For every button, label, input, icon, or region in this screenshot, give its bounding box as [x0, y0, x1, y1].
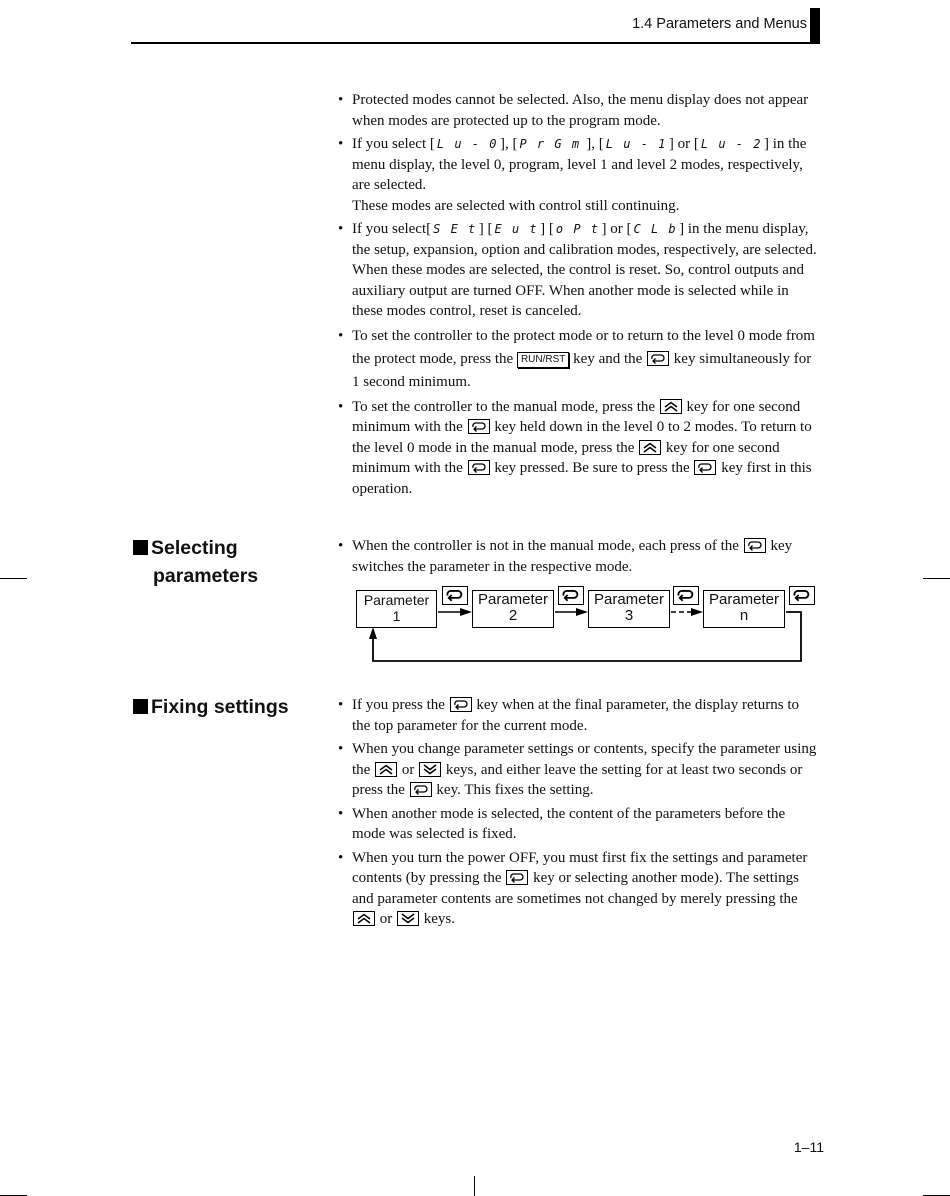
- bullet-text: key for one second minimum with the: [352, 398, 801, 435]
- bullet-text: ], [: [582, 136, 604, 152]
- list-item: [338, 134, 818, 216]
- list-item: [338, 325, 818, 394]
- list-item: [338, 397, 818, 500]
- segment-code: P r G m: [519, 137, 581, 151]
- section-title-line2: parameters: [153, 565, 259, 587]
- bullet-text: key pressed. Be sure to press the: [494, 460, 690, 476]
- bullet-text: key switches the parameter in the respective mode.: [352, 538, 793, 575]
- section-title-line1: Selecting: [151, 537, 238, 559]
- list-item: [338, 848, 818, 930]
- bullet-text: ] [: [540, 221, 554, 237]
- bullet-text: To set the controller to the manual mode, press the: [352, 398, 656, 415]
- bullet-text: keys.: [423, 911, 455, 927]
- parameter-label: Parameter: [477, 591, 549, 608]
- bullet-text: These modes are selected with control still continuing.: [352, 197, 680, 214]
- bullet-text: If you press the: [352, 697, 445, 713]
- mode-key-icon: [647, 351, 669, 366]
- bullet-text: To set the controller to the protect mode or to return to the level 0 mode from the protect mode, press the: [352, 327, 815, 367]
- bullet-text: ] [: [478, 221, 493, 237]
- mode-key-icon: [410, 782, 432, 797]
- bullet-text: key held down in the level 0 to 2 modes. To return to the level 0 mode in the manual mode, press the: [352, 419, 812, 456]
- square-bullet-icon: [133, 699, 148, 714]
- mode-key-icon: [558, 586, 584, 605]
- mode-key-icon: [468, 460, 490, 475]
- segment-code: o P t: [555, 222, 600, 236]
- header-section-title: 1.4 Parameters and Menus: [632, 16, 807, 32]
- bullet-text: ] in the menu display, the level 0, program, level 1 and level 2 modes, respectively, are selected.: [352, 136, 807, 193]
- list-item: [338, 536, 818, 577]
- intro-bullets: [338, 90, 818, 502]
- down-key-icon: [419, 762, 441, 777]
- bullet-text: key or selecting another mode). The settings and parameter contents are sometimes not changed by merely pressing the: [352, 870, 799, 907]
- segment-code: L u - 1: [605, 137, 667, 151]
- bullet-text: When you change parameter settings or contents, specify the parameter using the: [352, 741, 817, 778]
- section-title-text: Fixing settings: [151, 696, 289, 718]
- crop-mark-left: [0, 578, 27, 579]
- mode-key-icon: [442, 586, 468, 605]
- list-item: [338, 90, 818, 131]
- mode-key-icon: [468, 419, 490, 434]
- parameter-number: 3: [624, 607, 634, 624]
- mode-key-icon: [506, 870, 528, 885]
- run-rst-key-icon: RUN/RST: [517, 352, 569, 368]
- flow-arrowhead: [691, 608, 703, 616]
- bullet-text: or: [379, 911, 393, 927]
- page-number: 1–11: [793, 1139, 824, 1155]
- mode-key-icon: [673, 586, 699, 605]
- flow-arrowhead: [576, 608, 588, 616]
- bullet-text: key for one second minimum with the: [352, 439, 780, 476]
- bullet-text: When you turn the power OFF, you must first fix the settings and parameter contents (by pressing the: [352, 849, 808, 886]
- section-title-selecting: [133, 534, 258, 590]
- section-title-fixing: [133, 693, 289, 721]
- up-key-icon: [660, 399, 682, 414]
- bullet-text: key first in this operation.: [352, 460, 812, 497]
- flow-arrowhead: [460, 608, 472, 616]
- page-header: [131, 8, 820, 44]
- mode-key-icon: [789, 586, 815, 605]
- flow-return-loop: [373, 612, 801, 661]
- list-item: [338, 804, 818, 845]
- bullet-text: When these modes are selected, the control is reset. So, control outputs and auxiliary output are turned OFF. When another mode is selected while in these modes control, reset is canceled.: [352, 262, 804, 319]
- segment-code: S E t: [433, 222, 477, 236]
- mode-key-icon: [694, 460, 716, 475]
- up-key-icon: [375, 762, 397, 777]
- bullet-text: When the controller is not in the manual mode, each press of the: [352, 538, 739, 554]
- segment-code: L u - 0: [436, 137, 498, 151]
- bullet-text: Protected modes cannot be selected. Also, the menu display does not appear when modes are protected up to the program mode.: [352, 92, 809, 129]
- fixing-bullets: [338, 695, 818, 933]
- bullet-text: ] or [: [668, 136, 699, 152]
- square-bullet-icon: [133, 540, 148, 555]
- parameter-number: 2: [508, 607, 518, 624]
- segment-code: E u t: [494, 222, 539, 236]
- mode-key-icon: [450, 697, 472, 712]
- mode-key-icon: [744, 538, 766, 553]
- segment-code: C L b: [633, 222, 678, 236]
- bullet-text: key when at the final parameter, the display returns to the top parameter for the current mode.: [352, 697, 800, 734]
- up-key-icon: [353, 911, 375, 926]
- crop-mark-bottom-center: [474, 1176, 475, 1196]
- bullet-text: If you select [: [352, 136, 435, 152]
- parameter-label: Parameter: [363, 592, 430, 608]
- parameter-label: Parameter: [708, 591, 780, 608]
- selecting-bullets: [338, 536, 818, 580]
- list-item: [338, 695, 818, 736]
- crop-mark-right: [923, 578, 950, 579]
- flow-arrows: [350, 585, 820, 665]
- bullet-text: key and the: [573, 350, 643, 367]
- up-key-icon: [639, 440, 661, 455]
- list-item: [338, 219, 818, 322]
- bullet-text: ] in the menu display, the setup, expansion, option and calibration modes, respectively, are selected.: [352, 221, 817, 258]
- bullet-text: When another mode is selected, the content of the parameters before the mode was selected is fixed.: [352, 805, 786, 842]
- bullet-text: ] or [: [601, 221, 632, 237]
- bullet-text: key. This fixes the setting.: [436, 782, 594, 798]
- bullet-text: keys, and either leave the setting for at least two seconds or press the: [352, 761, 803, 798]
- parameter-number: 1: [392, 608, 401, 624]
- parameter-label: Parameter: [593, 591, 665, 608]
- down-key-icon: [397, 911, 419, 926]
- bullet-text: If you select[: [352, 221, 432, 237]
- segment-code: L u - 2: [700, 137, 762, 151]
- list-item: [338, 739, 818, 801]
- bullet-text: ], [: [499, 136, 518, 152]
- parameter-number: n: [739, 607, 749, 624]
- flow-arrowhead: [369, 627, 377, 639]
- bullet-text: key simultaneously for 1 second minimum.: [352, 350, 812, 390]
- header-tab-bar: [810, 8, 820, 42]
- bullet-text: or: [401, 761, 415, 778]
